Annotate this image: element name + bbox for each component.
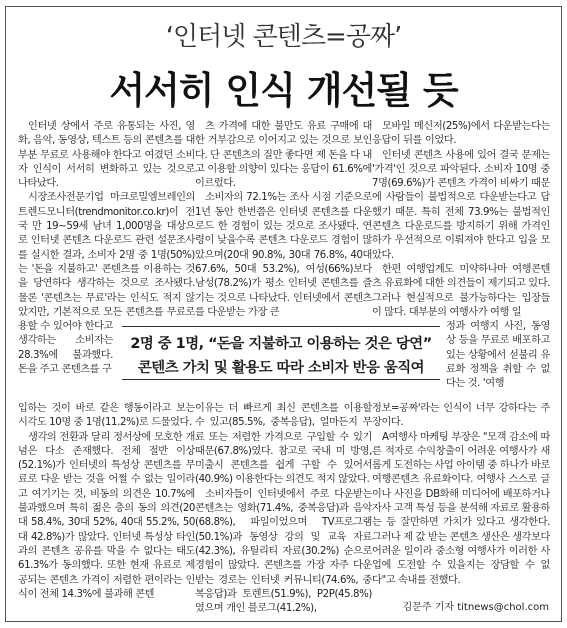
paragraph: 한편 여행업계도 미약하나마 여행콘텐츠 유료화에 대한 의견들이 제기되고 있다. 그러나 현실적으로 불가능하다는 입장들이 많다. 대부분의 여행사가 여행 일	[372, 263, 550, 318]
paragraph: 츠 가격에 대한 불만도 유료 구매에 대한 거부감으로 이어지고 있는 것으로 보인다. 단 콘텐츠의 질만 좋다면 제 돈을 다 내고 이용할 의향이 있다는 응답이 61.6%에 이르렀다.	[195, 121, 372, 190]
headline-title: 서서히 인식 개선될 듯	[109, 69, 458, 112]
pull-quote-line-2: 콘텐츠 가치 및 활용도 따라 소비자 반응 움직여	[137, 360, 425, 376]
pull-quote-line-1: 2명 중 1명, “돈을 지불하고 이용하는 것은 당연”	[130, 336, 432, 352]
paragraph: 입하는 것이 바로 같은 행동이라고 보는 시각도 10명 중 1명(11.2%)로 드물었다.	[18, 403, 195, 429]
paragraph: 이유는 더 빠르게 최신 콘텐츠를 이용할 수 있고(85.5%, 중복응답), 얼마든지 무료 또는 저렴한 가격으로 구입할 수 있기 때문(67.8%)였다. 참고로 국내 미 방영, 미출시 콘텐츠를 쉽게 구할 수 있어서(40.9%) 이용한다는 의견도 적지 않았다.	[195, 403, 372, 486]
column-2-bottom	[195, 402, 372, 614]
paragraph: 인터넷 상에서 주로 유통되는 사진, 영화, 음악, 동영상, 텍스트 등의 콘텐츠를 대부분 무료로 사용해야 한다고 여겼던 소비자 인식이 서서히 변화하고 있는 것으로 나타났다.	[18, 121, 195, 190]
column-3-bottom	[372, 402, 550, 598]
paragraph: 인터넷 콘텐츠 사용에 있어 결국 문제는 '가격'인 것으로 파악된다. 소비자 10명 중 7명(69.6%)가 콘텐츠 가격이 비싸기 때문에 사람들이 불법적으로 다운받는다고 답했기 때문. 특히 전체 73.9%는 불법적인 콘텐츠 다운로드를 방지하기 위해 가격인하가 우선적으로 이뤄져야 한다고 입을 모았다.	[372, 149, 550, 261]
paragraph: 시장조사전문기업 마크로밀엠브레인의 트렌드모니터(trendmonitor.co.kr)이 전국 만 19~59세 남녀 1,000명을 대상으로 인터넷 콘텐츠 다운로드 관련 설문조사를 실시한 결과, 소비자 2명 중 1명(50%)는 '돈을 지불하고' 콘텐츠를 이용하는 것을 당연하다 생각하는 것으로 조사됐다. 물론 '콘텐츠는 무료'라는 인식도 적지 않았지만, 기본적으로 모든 콘텐츠를 무료로	[18, 192, 195, 318]
paragraph: 생각의 전환과 달리 정서상에 모호한 개념은 다소 존재했다. 전체 절반 이상(52.1%)가 인터넷의 특성상 콘텐츠를 무료로 다운 받는 것을 어쩔 수 없는 일이라고 여기기는 것, 비동의 의견은 10.7%에 불과했으며 특히 젊은 층의 동의 의견(20대 58.4%, 30대 52%, 40대 55.2%, 50대 42.8%)가 많았다. 인터넷 특성상 타인과의 콘텐츠 공유를 막을 수 없다는 태도 61.3%가 동의했다. 또한 현재 유료로 제공되는 콘텐츠 가격이 저렴한 편이라는 인식이 전체 14.3%에 불과해 콘텐	[18, 431, 195, 600]
byline: 김문주 기자 titnews@chol.com	[402, 602, 549, 613]
column-3-middle: 정과 여행지 사진, 동영상 등을 무료로 배포하고 있는 상황에서 섣불리 유료화 정책을 취할 수 없다는 것. '여행	[446, 321, 550, 390]
column-1-top	[18, 120, 195, 320]
column-2-top	[195, 120, 372, 322]
column-1-middle: 용할 수 있어야 한다고 생각하는 소비자는 28.3%에 불과했다. 돈을 주고 콘텐츠를 구	[18, 321, 113, 375]
headline-kicker: ‘인터넷 콘텐츠=공짜’	[165, 22, 402, 52]
column-3-top	[372, 120, 550, 320]
pull-quote	[122, 326, 440, 380]
paragraph: 모바일 메신저(25%)에서 다운받는다는 응답이 뒤를 이었다.	[372, 121, 550, 147]
paragraph: 소비자의 72.1%는 조사 시점 기준으로 1년 동안 한번쯤은 인터넷 콘텐츠를 다운로드 한 경험이 있는 것으로 조사됐다. 연령이 낮을수록 콘텐츠 다운로드 경험이 많았으며(20대 90.8%, 30대 76.8%, 40대 67.6%, 50대 53.2%), 여성(66%)보다 남성(78.2%)가 평소 인터넷 콘텐츠를 즐기는 것으로 나타났다. 인터넷에서 콘텐츠를 다운받는 가장 큰	[195, 192, 372, 318]
paragraph: 소비자들이 인터넷에서 주로 다운받는 콘텐츠는 영화(71.4%, 중복응답)과 음악(68.8%), 파일이었으며 TV프로그램(50.1%)과 동영상 강의 및 교육 자료(42.3%), 유틸리티 자료(30.2%) 순으로 경험이 많았다. 콘텐츠를 가장 자주 다운받는 경로는 인터넷 커뮤니티(74.6%, 중복응답)과 토렌트(51.9%), P2P(45.8%)였으며 개인 블로그(41.2%),	[195, 488, 372, 614]
paragraph: A여행사 마케팅 부장은 "모객 감소에 따른 적자로 수익창출이 어려운 여행사가 새롭게 도전하는 사업 아이템 중 하나가 바로 여행콘텐츠 유료화이다. 여행사 스스로 글이나 사진을 DB화해 미디어에 배포하거나 자사 고객 특성 등을 분석해 자료로 활용하는 등 잘만하면 가치가 있다고 생각한다. 그러나 제 값 받는 콘텐츠 생산은 생각보다 어려운 일이라 중소형 여행사가 이러한 사업에 도전할 수 있을지는 장담할 수 없다"고 속내를 전했다.	[372, 431, 550, 586]
paragraph: 정보=공짜'라는 인식이 너무 강하다는 주장이다.	[372, 403, 550, 429]
column-1-bottom	[18, 402, 195, 614]
